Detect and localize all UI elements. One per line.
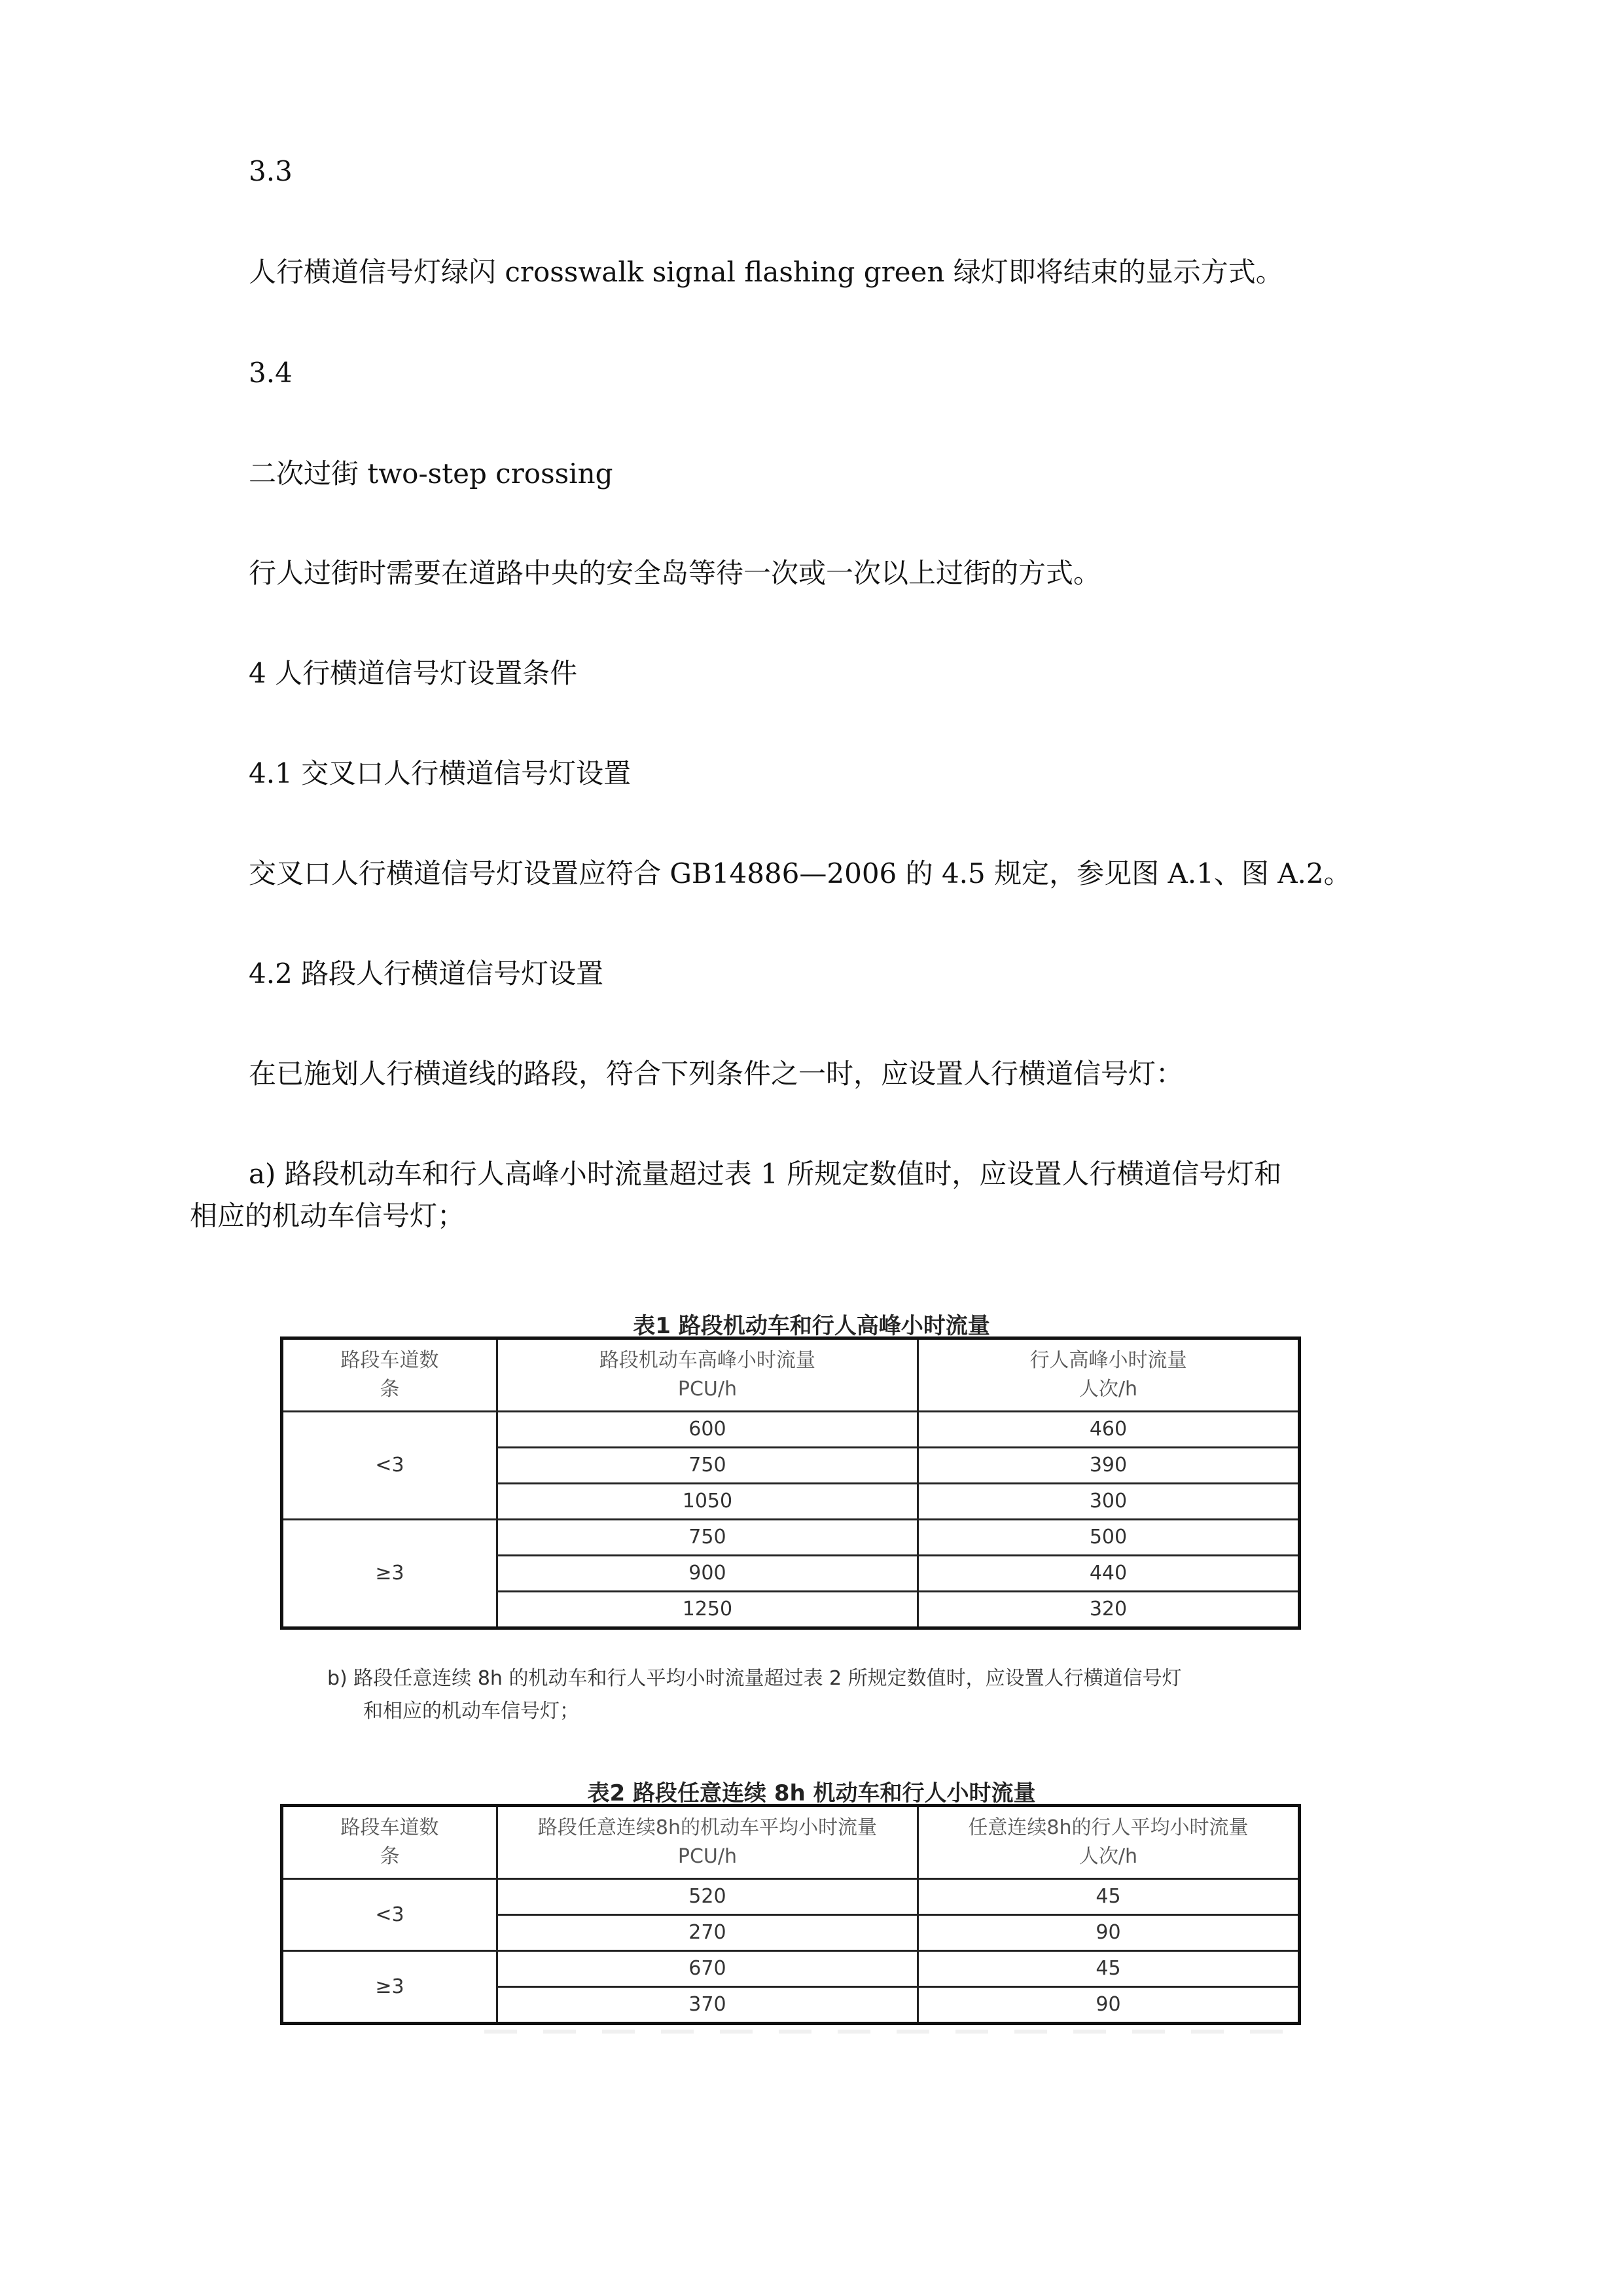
table1-ped-cell: 390	[918, 1448, 1299, 1484]
condition-item-b-line2: 和相应的机动车信号灯；	[363, 1700, 579, 1723]
table1-caption: 表1 路段机动车和行人高峰小时流量	[633, 1313, 990, 1339]
table1-vehicle-cell: 900	[497, 1556, 918, 1592]
table2-ped-cell: 90	[918, 1915, 1299, 1951]
condition-item-b-line1: b) 路段任意连续 8h 的机动车和行人平均小时流量超过表 2 所规定数值时，应设置人行横道信号灯	[327, 1667, 1182, 1690]
table2-caption: 表2 路段任意连续 8h 机动车和行人小时流量	[587, 1780, 1036, 1806]
table-row	[282, 1520, 1300, 1556]
term-two-step-crossing: 二次过街 two-step crossing	[249, 457, 613, 490]
section-number-3-3: 3.3	[249, 155, 293, 187]
table2	[280, 1804, 1301, 2025]
table2-ped-cell: 45	[918, 1879, 1299, 1915]
table2-header-pedestrian-flow: 任意连续8h的行人平均小时流量 人次/h	[918, 1806, 1299, 1879]
table1-vehicle-cell: 1050	[497, 1484, 918, 1520]
table1-ped-cell: 440	[918, 1556, 1299, 1592]
section-number-3-4: 3.4	[249, 357, 293, 389]
condition-item-a-line1: a) 路段机动车和行人高峰小时流量超过表 1 所规定数值时，应设置人行横道信号灯和	[249, 1158, 1282, 1190]
condition-item-a-line2: 相应的机动车信号灯；	[190, 1200, 465, 1232]
table2-vehicle-cell: 520	[497, 1879, 918, 1915]
table2-lanes-cell: ≥3	[282, 1951, 497, 2024]
table1-vehicle-cell: 1250	[497, 1592, 918, 1628]
table2-ped-cell: 90	[918, 1987, 1299, 2024]
table1-ped-cell: 300	[918, 1484, 1299, 1520]
definition-two-step-crossing: 行人过街时需要在道路中央的安全岛等待一次或一次以上过街的方式。	[249, 557, 1101, 589]
table2-header-vehicle-flow: 路段任意连续8h的机动车平均小时流量 PCU/h	[497, 1806, 918, 1879]
table1-header-vehicle-flow: 路段机动车高峰小时流量 PCU/h	[497, 1338, 918, 1412]
table1-lanes-cell: <3	[282, 1412, 497, 1520]
scan-artifact-divider	[458, 2030, 1309, 2034]
table1-vehicle-cell: 750	[497, 1448, 918, 1484]
table1-lanes-cell: ≥3	[282, 1520, 497, 1628]
table2-header-lanes: 路段车道数 条	[282, 1806, 497, 1879]
table1-header-row	[282, 1338, 1300, 1412]
table1-ped-cell: 500	[918, 1520, 1299, 1556]
table1-header-lanes: 路段车道数 条	[282, 1338, 497, 1412]
segment-conditions-intro: 在已施划人行横道线的路段，符合下列条件之一时，应设置人行横道信号灯：	[249, 1058, 1184, 1090]
table1	[280, 1336, 1301, 1630]
table2-vehicle-cell: 370	[497, 1987, 918, 2024]
table-row	[282, 1412, 1300, 1448]
table2-vehicle-cell: 670	[497, 1951, 918, 1987]
section-heading-4-1: 4.1 交叉口人行横道信号灯设置	[249, 757, 632, 789]
table1-vehicle-cell: 600	[497, 1412, 918, 1448]
term-definition-flashing-green: 人行横道信号灯绿闪 crosswalk signal flashing green 绿灯即将结束的显示方式。	[249, 256, 1283, 288]
table-row	[282, 1951, 1300, 1987]
section-heading-4-2: 4.2 路段人行横道信号灯设置	[249, 958, 604, 990]
condition-item-b	[327, 1662, 1348, 1728]
table1-ped-cell: 460	[918, 1412, 1299, 1448]
table1-vehicle-cell: 750	[497, 1520, 918, 1556]
table2-ped-cell: 45	[918, 1951, 1299, 1987]
table-row	[282, 1879, 1300, 1915]
table2-header-row	[282, 1806, 1300, 1879]
table2-vehicle-cell: 270	[497, 1915, 918, 1951]
condition-item-a	[190, 1153, 1361, 1237]
table2-lanes-cell: <3	[282, 1879, 497, 1951]
section-heading-4: 4 人行横道信号灯设置条件	[249, 657, 578, 689]
intersection-requirement-text: 交叉口人行横道信号灯设置应符合 GB14886—2006 的 4.5 规定，参见图 A.1、图 A.2。	[249, 857, 1351, 889]
table1-header-pedestrian-flow: 行人高峰小时流量 人次/h	[918, 1338, 1299, 1412]
table1-ped-cell: 320	[918, 1592, 1299, 1628]
